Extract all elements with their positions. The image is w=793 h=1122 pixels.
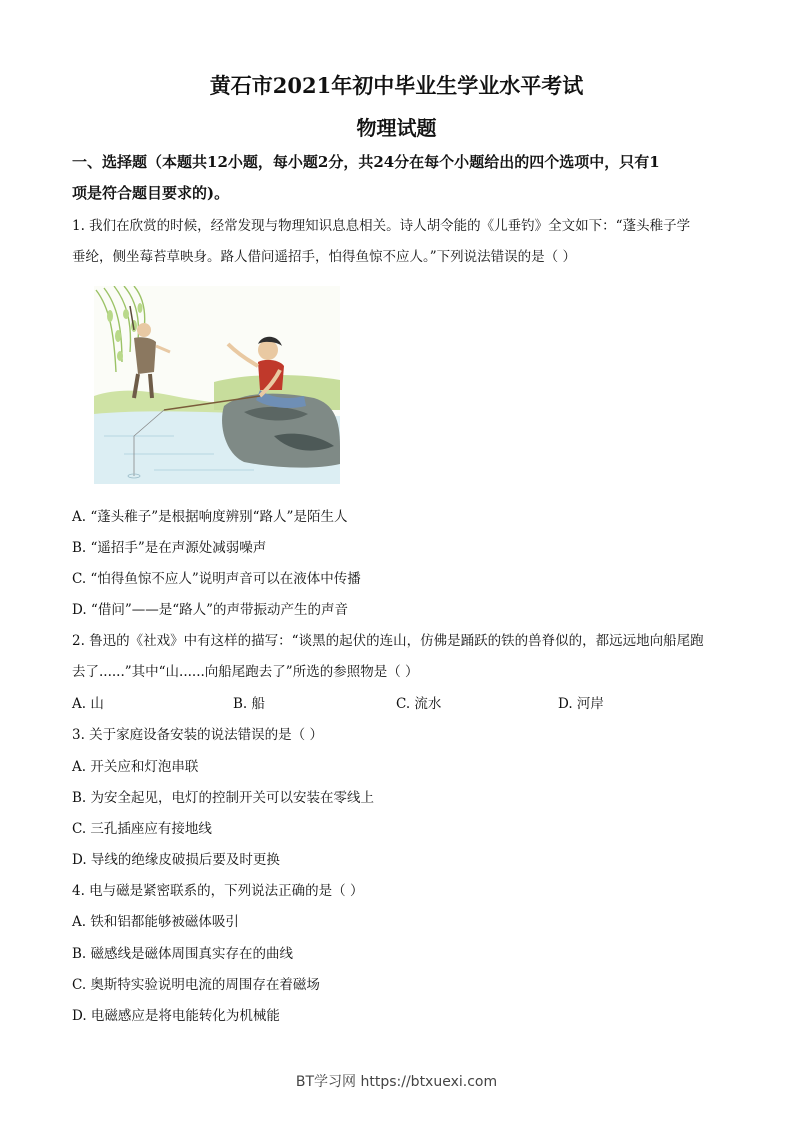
exam-subtitle: 物理试题: [356, 116, 437, 140]
question-2-option-d: D. 河岸: [558, 696, 604, 712]
section-heading-line2: 项是符合题目要求的)。: [72, 184, 230, 202]
question-3-option-d: D. 导线的绝缘皮破损后要及时更换: [72, 852, 280, 868]
question-2-option-a: A. 山: [72, 696, 104, 712]
question-3-stem: 3. 关于家庭设备安装的说法错误的是（ ）: [72, 727, 323, 743]
question-1-option-c: C. “怕得鱼惊不应人”说明声音可以在液体中传播: [72, 571, 361, 587]
exam-title: 黄石市2021年初中毕业生学业水平考试: [209, 73, 584, 98]
question-1-stem-line1: 1. 我们在欣赏的时候，经常发现与物理知识息息相关。诗人胡令能的《儿垂钓》全文如下：“蓬头稚子学: [72, 218, 691, 234]
question-1-stem-line2: 垂纶，侧坐莓苔草映身。路人借问遥招手，怕得鱼惊不应人。”下列说法错误的是（ ）: [72, 249, 576, 265]
question-2-option-b: B. 船: [233, 696, 266, 712]
question-4-stem: 4. 电与磁是紧密联系的，下列说法正确的是（ ）: [72, 883, 364, 899]
question-4-option-d: D. 电磁感应是将电能转化为机械能: [72, 1008, 280, 1024]
question-3-option-c: C. 三孔插座应有接地线: [72, 821, 212, 837]
fishing-illustration: [94, 286, 340, 484]
question-1-option-a: A. “蓬头稚子”是根据响度辨别“路人”是陌生人: [72, 509, 348, 525]
section-heading-line1: 一、选择题（本题共12小题，每小题2分，共24分在每个小题给出的四个选项中，只有1: [72, 153, 660, 171]
footer-watermark: BT学习网 https://btxuexi.com: [295, 1074, 498, 1090]
question-4-option-c: C. 奥斯特实验说明电流的周围存在着磁场: [72, 977, 320, 993]
question-2-option-c: C. 流水: [396, 696, 442, 712]
question-4-option-b: B. 磁感线是磁体周围真实存在的曲线: [72, 946, 294, 962]
question-4-option-a: A. 铁和铝都能够被磁体吸引: [72, 914, 239, 930]
question-3-option-b: B. 为安全起见，电灯的控制开关可以安装在零线上: [72, 790, 375, 806]
question-2-stem-line2: 去了......”其中“山......向船尾跑去了”所选的参照物是（ ）: [72, 664, 419, 680]
question-2-stem-line1: 2. 鲁迅的《社戏》中有这样的描写：“谈黑的起伏的连山，仿佛是踊跃的铁的兽脊似的，都远远地向船尾跑: [72, 633, 704, 649]
question-3-option-a: A. 开关应和灯泡串联: [72, 759, 199, 775]
question-1-option-d: D. “借问”——是“路人”的声带振动产生的声音: [72, 602, 349, 618]
question-1-option-b: B. “遥招手”是在声源处减弱噪声: [72, 540, 267, 556]
